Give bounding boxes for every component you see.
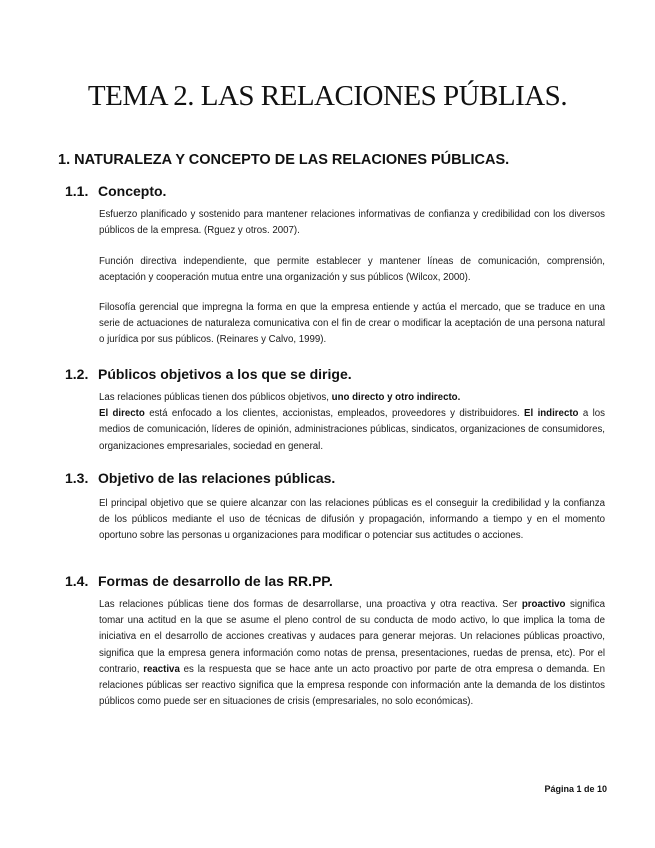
document-title: TEMA 2. LAS RELACIONES PÚBLIAS. — [87, 80, 568, 112]
subsection-title: Concepto. — [98, 183, 167, 199]
subsection-heading-1-2 — [65, 366, 352, 382]
subsection-number: 1.1. — [65, 183, 89, 199]
subsection-title: Públicos objetivos a los que se dirige. — [98, 366, 352, 382]
section-heading-1: 1. NATURALEZA Y CONCEPTO DE LAS RELACIONES PÚBLICAS. — [58, 152, 510, 168]
text-run: es la respuesta que se hace ante un acto proactivo por parte de otra empresa o demanda. En relaciones públicas ser reactivo significa que la empresa responde con información ante la demanda de los distintos públicos como puede ser en situaciones de crisis (empresariales, no solo económicas). — [99, 663, 605, 708]
bold-text-run: El indirecto — [524, 408, 579, 420]
paragraph-concepto-1: Esfuerzo planificado y sostenido para mantener relaciones informativas de confianza y credibilidad con los diversos públicos de la empresa. (Rguez y otros. 2007). — [99, 209, 605, 237]
subsection-title: Objetivo de las relaciones públicas. — [98, 470, 336, 486]
paragraph-formas — [99, 597, 605, 710]
subsection-heading-1-4 — [65, 573, 333, 589]
bold-text-run: El directo — [99, 408, 145, 420]
paragraph-concepto-3: Filosofía gerencial que impregna la forma en que la empresa entiende y actúa el mercado, que se traduce en una serie de actuaciones de naturaleza comunicativa con el fin de crear o modificar la aceptación de una persona natural o jurídica por sus públicos. (Reinares y Calvo, 1999). — [99, 302, 605, 346]
subsection-heading-1-3 — [65, 470, 335, 486]
subsection-heading-1-1 — [65, 183, 166, 199]
paragraph-publicos — [99, 390, 605, 455]
text-run: Las relaciones públicas tienen dos públicos objetivos, — [99, 392, 332, 403]
subsection-number: 1.3. — [65, 470, 89, 486]
subsection-number: 1.2. — [65, 366, 89, 382]
paragraph-concepto-2: Función directiva independiente, que permite establecer y mantener líneas de comunicación, comprensión, aceptación y cooperación mutua entre una organización y sus públicos (Wilcox, 2000). — [99, 256, 605, 284]
paragraph-objetivo: El principal objetivo que se quiere alcanzar con las relaciones públicas es el conseguir la credibilidad y la confianza de los públicos mediante el uso de técnicas de difusión y propagación, informando a tiempo y en el momento oportuno sobre las personas u organizaciones para modificar o potenciar sus actitudes o acciones. — [99, 498, 605, 542]
bold-text-run: uno directo y otro indirecto. — [331, 392, 461, 403]
text-run: Las relaciones públicas tiene dos formas de desarrollarse, una proactiva y otra reactiva. Ser — [99, 599, 522, 610]
subsection-number: 1.4. — [65, 573, 89, 589]
bold-text-run: proactivo — [521, 599, 566, 610]
text-run: significa tomar una actitud en la que se asume el pleno control de su conducta de modo activo, lo que implica la toma de iniciativa en el desarrollo de acciones creativas y audaces para generar mejoras. Un relaciones públicas proactivo, significa que la empresa genera información como notas de prensa, presentaciones, ruedas de prensa, etc). Por el contrario, — [99, 599, 605, 675]
bold-text-run: reactiva — [143, 663, 180, 675]
text-run: a los medios de comunicación, líderes de opinión, administraciones públicas, sindicatos, organizaciones de consumidores, organizaciones empresariales, sociedad en general. — [99, 408, 605, 452]
subsection-title: Formas de desarrollo de las RR.PP. — [98, 573, 333, 589]
text-run: está enfocado a los clientes, accionistas, empleados, proveedores y distribuidores. — [144, 408, 525, 420]
page-number: Página 1 de 10 — [544, 784, 607, 794]
